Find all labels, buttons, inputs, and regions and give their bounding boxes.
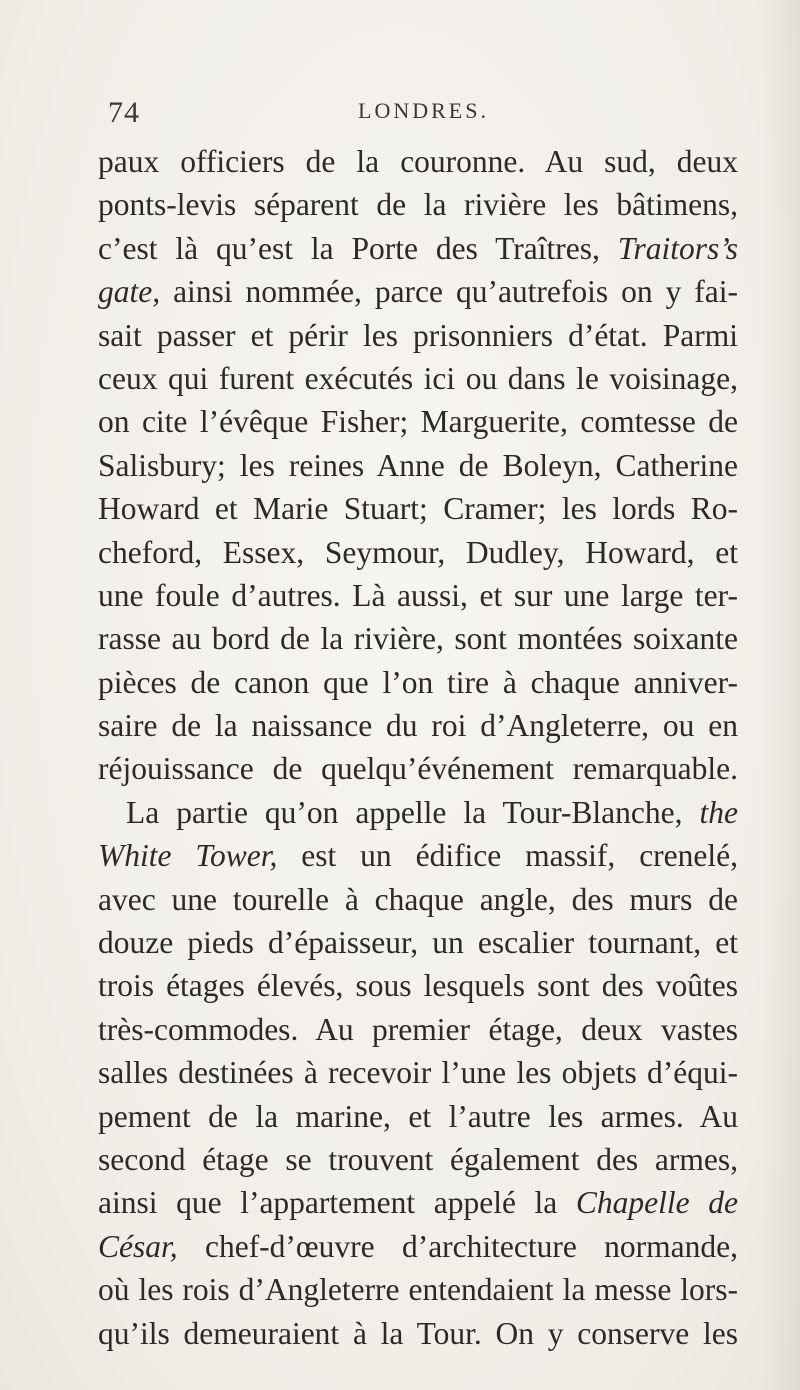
text-segment: La partie qu’on appelle la Tour-Blanche, (126, 794, 700, 830)
text-line (98, 1268, 738, 1311)
text-segment: chef-d’œuvre d’architecture normande, (177, 1228, 738, 1264)
text-segment: ceux qui furent exécutés ici ou dans le voisinage, (98, 360, 738, 396)
page-number: 74 (108, 96, 140, 129)
text-segment: pement de la marine, et l’autre les armes. Au (98, 1098, 738, 1134)
text-segment: où les rois d’Angleterre entendaient la messe lors- (98, 1272, 738, 1308)
running-title: LONDRES. (358, 98, 489, 123)
text-line (98, 487, 738, 530)
text-segment: douze pieds d’épaisseur, un escalier tournant, et (98, 925, 738, 961)
text-line (98, 747, 738, 790)
italic-text: Traitors’s (617, 230, 738, 266)
text-segment: pièces de canon que l’on tire à chaque anniver- (98, 664, 738, 700)
text-line (98, 400, 738, 443)
text-segment: cheford, Essex, Seymour, Dudley, Howard, et (98, 534, 738, 570)
text-line (98, 357, 738, 400)
text-line (98, 1181, 738, 1224)
text-line (98, 140, 738, 183)
text-segment: Howard et Marie Stuart; Cramer; les lords Ro- (98, 491, 738, 527)
text-line (98, 574, 738, 617)
text-segment: avec une tourelle à chaque angle, des murs de (98, 881, 738, 917)
italic-text: Chapelle de (575, 1185, 738, 1221)
text-line (98, 531, 738, 574)
body-text (98, 140, 738, 1355)
text-line (98, 878, 738, 921)
text-line (98, 921, 738, 964)
text-segment: paux officiers de la couronne. Au sud, deux (98, 144, 738, 179)
text-line (98, 1138, 738, 1181)
text-segment: trois étages élevés, sous lesquels sont des voûtes (98, 968, 738, 1004)
text-segment: ponts-levis séparent de la rivière les bâtimens, (98, 187, 738, 223)
text-line (98, 444, 738, 487)
text-segment: salles destinées à recevoir l’une les objets d’équi- (98, 1055, 738, 1091)
text-line (98, 270, 738, 313)
text-line (98, 1051, 738, 1094)
text-segment: rasse au bord de la rivière, sont montées soixante (98, 621, 738, 657)
text-segment: Salisbury; les reines Anne de Boleyn, Catherine (98, 447, 738, 483)
text-line (98, 661, 738, 704)
text-line (98, 704, 738, 747)
text-segment: très-commodes. Au premier étage, deux vastes (98, 1011, 738, 1047)
text-segment: une foule d’autres. Là aussi, et sur une large ter- (98, 577, 738, 613)
page-edge-shadow (760, 0, 800, 1390)
text-segment: qu’ils demeuraient à la Tour. On y conserve les (98, 1315, 738, 1351)
text-line (98, 617, 738, 660)
text-line (98, 791, 738, 834)
text-line (98, 314, 738, 357)
text-line (98, 1312, 738, 1355)
text-segment: saire de la naissance du roi d’Angleterre, ou en (98, 708, 738, 744)
text-line (98, 1008, 738, 1051)
text-segment: c’est là qu’est la Porte des Traîtres, (98, 230, 618, 266)
text-segment: on cite l’évêque Fisher; Marguerite, comtesse de (98, 404, 738, 440)
italic-text: the (699, 794, 738, 830)
italic-text: gate, (98, 274, 161, 310)
italic-text: White Tower, (98, 838, 278, 874)
text-line (98, 1225, 738, 1268)
text-segment: est un édifice massif, crenelé, (277, 838, 738, 874)
text-segment: ainsi nommée, parce qu’autrefois on y fai- (160, 274, 738, 310)
page-header (108, 96, 708, 136)
text-segment: réjouissance de quelqu’événement remarquable. (98, 751, 738, 787)
text-line (98, 227, 738, 270)
text-line (98, 964, 738, 1007)
italic-text: César, (98, 1228, 178, 1264)
text-segment: second étage se trouvent également des armes, (98, 1141, 738, 1177)
text-line (98, 834, 738, 877)
text-line (98, 183, 738, 226)
text-segment: sait passer et périr les prisonniers d’état. Parmi (98, 317, 738, 353)
text-segment: ainsi que l’appartement appelé la (98, 1185, 576, 1221)
text-line (98, 1095, 738, 1138)
